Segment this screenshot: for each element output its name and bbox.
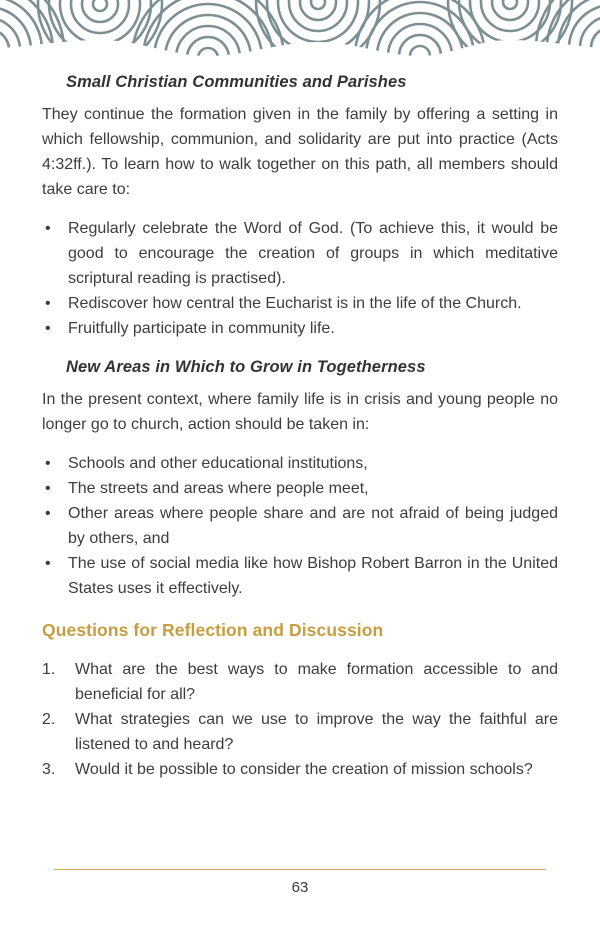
list-item: • Other areas where people share and are not afraid of being judged by others, and (42, 501, 558, 551)
section-heading-small-christian-communities: Small Christian Communities and Parishes (66, 73, 407, 91)
page-number: 63 (291, 879, 309, 896)
question-item: Would it be possible to consider the creation of mission schools? (75, 761, 533, 778)
list-item: • Schools and other educational institutions, (42, 451, 558, 476)
numbered-list-questions (42, 657, 558, 782)
concentric-circles-pattern-icon (0, 0, 600, 64)
bullet-list-community-practices (42, 216, 558, 341)
decorative-circles-header (0, 0, 600, 64)
footer-divider (54, 869, 546, 870)
list-item: • The use of social media like how Bishop Robert Barron in the United States uses it effectively. (42, 551, 558, 601)
section-heading-questions: Questions for Reflection and Discussion (42, 620, 384, 640)
list-item: • The streets and areas where people meet, (42, 476, 558, 501)
list-item: • Regularly celebrate the Word of God. (To achieve this, it would be good to encourage the creation of groups in which meditative scriptural reading is practised). (42, 216, 558, 291)
page-content (0, 56, 600, 782)
bullet-list-new-areas (42, 451, 558, 601)
paragraph-formation: They continue the formation given in the family by offering a setting in which fellowship, communion, and solidarity are put into practice (Acts 4:32ff.). To learn how to walk together on this path, all members should take care to: (42, 106, 558, 198)
question-item: What are the best ways to make formation accessible to and beneficial for all? (75, 661, 558, 703)
paragraph-present-context: In the present context, where family life is in crisis and young people no longer go to church, action should be taken in: (42, 391, 558, 433)
list-item: • Fruitfully participate in community life. (42, 316, 558, 341)
section-heading-new-areas: New Areas in Which to Grow in Togetherness (66, 358, 426, 376)
list-item: • Rediscover how central the Eucharist is in the life of the Church. (42, 291, 558, 316)
question-item: What strategies can we use to improve the way the faithful are listened to and heard? (75, 711, 558, 753)
